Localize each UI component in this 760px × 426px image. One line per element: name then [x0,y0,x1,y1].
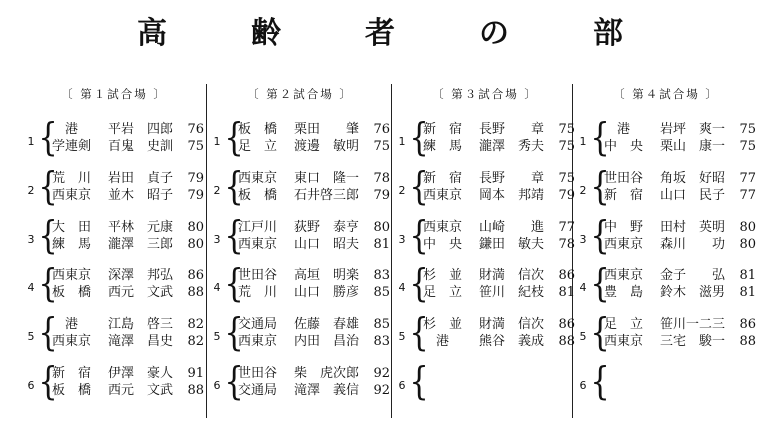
player-prefecture: 足 立 [238,139,278,154]
match-number: 5 [398,330,406,343]
match-number: 6 [213,379,221,392]
match-number: 1 [579,135,587,148]
player-name: 金子 弘 [660,268,726,283]
pairing-brace-icon: { [409,310,429,354]
player-name: 角坂 好昭 [660,171,726,186]
player-name: 岩坪 爽一 [660,122,726,137]
match-entry [397,164,575,215]
player-row [423,170,575,187]
player-age: 79 [187,171,204,186]
player-name: 東口 隆一 [294,171,360,186]
match-players [52,121,204,155]
match-players [423,267,575,301]
match-players [238,170,390,204]
match-entry [578,213,756,264]
player-name: 百鬼 史訓 [108,139,174,154]
player-row [238,316,390,333]
match-entry [26,310,204,361]
player-row [423,219,575,236]
match-entry [26,261,204,312]
player-age: 75 [739,139,756,154]
player-row [52,267,204,284]
player-name: 滝澤 義信 [294,383,360,398]
match-players [52,219,204,253]
pairing-brace-icon: { [590,164,610,208]
player-prefecture: 新 宿 [423,171,463,186]
player-name: 西元 文武 [108,285,174,300]
player-name: 内田 昌治 [294,334,360,349]
player-row [238,170,390,187]
player-name: 鈴木 滋男 [660,285,726,300]
match-players [238,316,390,350]
player-prefecture: 足 立 [423,285,463,300]
player-name: 並木 昭子 [108,188,174,203]
player-row [604,333,756,350]
player-age: 88 [739,334,756,349]
player-age: 77 [739,188,756,203]
player-row [238,382,390,399]
match-players [423,170,575,204]
player-name: 山口 勝彦 [294,285,360,300]
player-name: 岩田 貞子 [108,171,174,186]
player-age: 85 [373,285,390,300]
match-number: 3 [27,233,35,246]
player-age: 80 [373,220,390,235]
player-row [52,138,204,155]
match-number: 6 [398,379,406,392]
player-name: 西元 文武 [108,383,174,398]
player-row [52,284,204,301]
player-name: 三宅 駿一 [660,334,726,349]
pairing-brace-icon: { [224,213,244,257]
player-prefecture: 世田谷 [238,268,278,283]
match-entry [212,359,390,410]
player-age: 77 [558,220,575,235]
pairing-brace-icon: { [409,261,429,305]
match-players [423,219,575,253]
match-number: 5 [27,330,35,343]
player-row [604,284,756,301]
column-divider [391,84,392,418]
match-number: 2 [398,184,406,197]
player-prefecture: 西東京 [604,334,644,349]
match-number: 4 [27,281,35,294]
player-name: 柴 虎次郎 [294,366,360,381]
player-name: 高垣 明楽 [294,268,360,283]
match-number: 3 [579,233,587,246]
match-number: 4 [579,281,587,294]
court-column [212,84,390,403]
player-age: 75 [558,122,575,137]
player-row [52,382,204,399]
player-age: 79 [373,188,390,203]
player-row [52,236,204,253]
player-row [52,365,204,382]
player-prefecture: 練 馬 [423,139,463,154]
player-age: 88 [187,285,204,300]
match-players [604,267,756,301]
pairing-brace-icon: { [224,164,244,208]
player-age: 75 [187,139,204,154]
player-prefecture: 西東京 [604,268,644,283]
player-row [423,187,575,204]
player-age: 75 [739,122,756,137]
player-row [238,236,390,253]
player-name: 長野 章 [479,122,545,137]
player-age: 82 [187,334,204,349]
player-name: 笹川 紀枝 [479,285,545,300]
player-prefecture: 大 田 [52,220,92,235]
player-row [604,121,756,138]
player-name: 深澤 邦弘 [108,268,174,283]
player-name: 荻野 泰亨 [294,220,360,235]
player-prefecture: 板 橋 [52,285,92,300]
pairing-brace-icon: { [224,261,244,305]
player-prefecture: 新 宿 [52,366,92,381]
player-prefecture: 西東京 [423,220,463,235]
match-players [423,121,575,155]
player-age: 92 [373,366,390,381]
player-row [52,187,204,204]
player-row [238,267,390,284]
pairing-brace-icon: { [590,359,610,403]
player-age: 75 [373,139,390,154]
player-row [238,219,390,236]
match-number: 1 [27,135,35,148]
player-prefecture: 西東京 [423,188,463,203]
player-name: 財満 信次 [479,317,545,332]
player-row [52,170,204,187]
player-age: 92 [373,383,390,398]
match-players [52,316,204,350]
match-number: 5 [213,330,221,343]
player-name: 渡邊 敏明 [294,139,360,154]
pairing-brace-icon: { [409,213,429,257]
match-number: 2 [579,184,587,197]
match-number: 4 [213,281,221,294]
court-heading: 〔 第３試合場 〕 [432,87,538,101]
player-row [52,333,204,350]
player-prefecture: 足 立 [604,317,644,332]
player-prefecture: 港 [52,317,79,332]
player-age: 88 [558,334,575,349]
player-age: 80 [187,237,204,252]
player-name: 長野 章 [479,171,545,186]
player-row [423,138,575,155]
player-row [423,316,575,333]
player-row [238,187,390,204]
player-age: 78 [373,171,390,186]
match-players [238,121,390,155]
court-heading: 〔 第４試合場 〕 [613,87,719,101]
player-age: 80 [739,220,756,235]
player-name: 栗田 肇 [294,122,360,137]
pairing-brace-icon: { [38,164,58,208]
pairing-brace-icon: { [38,310,58,354]
player-prefecture: 杉 並 [423,268,463,283]
player-row [52,121,204,138]
player-name: 山崎 進 [479,220,545,235]
pairing-brace-icon: { [409,164,429,208]
player-name: 佐藤 春雄 [294,317,360,332]
match-players [52,267,204,301]
player-prefecture: 板 橋 [238,188,278,203]
pairing-brace-icon: { [38,213,58,257]
player-age: 77 [739,171,756,186]
match-number: 2 [213,184,221,197]
match-number: 3 [398,233,406,246]
player-name: 江島 啓三 [108,317,174,332]
player-age: 91 [187,366,204,381]
player-prefecture: 西東京 [52,334,92,349]
player-prefecture: 西東京 [604,237,644,252]
match-number: 2 [27,184,35,197]
match-entry [212,164,390,215]
player-age: 86 [558,268,575,283]
match-entry [26,115,204,166]
player-name: 石井啓三郎 [294,188,360,203]
player-row [52,219,204,236]
match-entry [212,261,390,312]
player-prefecture: 交通局 [238,317,278,332]
player-prefecture: 中 野 [604,220,644,235]
player-prefecture: 港 [52,122,79,137]
match-entry [397,115,575,166]
match-entry [397,261,575,312]
player-row [423,333,575,350]
match-entry [212,115,390,166]
player-row [604,138,756,155]
player-name: 伊澤 豪人 [108,366,174,381]
player-name: 山口 昭夫 [294,237,360,252]
player-prefecture: 中 央 [423,237,463,252]
match-players [423,316,575,350]
player-name: 滝澤 昌史 [108,334,174,349]
player-prefecture: 杉 並 [423,317,463,332]
player-row [423,121,575,138]
match-players [604,316,756,350]
player-prefecture: 世田谷 [604,171,644,186]
match-number: 4 [398,281,406,294]
player-age: 82 [187,317,204,332]
player-row [604,267,756,284]
player-row [604,236,756,253]
player-name: 栗山 康一 [660,139,726,154]
match-number: 5 [579,330,587,343]
match-entry [578,164,756,215]
player-name: 瀧澤 三郎 [108,237,174,252]
player-age: 86 [739,317,756,332]
player-name: 平岩 四郎 [108,122,174,137]
pairing-brace-icon: { [409,115,429,159]
player-prefecture: 豊 島 [604,285,644,300]
player-prefecture: 西東京 [238,237,278,252]
match-entry [578,115,756,166]
match-entry [578,261,756,312]
player-name: 鎌田 敏夫 [479,237,545,252]
court-column [26,84,204,403]
player-prefecture: 板 橋 [52,383,92,398]
player-age: 79 [558,188,575,203]
player-row [423,267,575,284]
player-name: 田村 英明 [660,220,726,235]
match-players [238,365,390,399]
match-players [52,170,204,204]
match-players [238,267,390,301]
player-prefecture: 中 央 [604,139,644,154]
match-number: 1 [213,135,221,148]
player-prefecture: 板 橋 [238,122,278,137]
player-age: 81 [373,237,390,252]
pairing-brace-icon: { [224,359,244,403]
match-players [604,219,756,253]
player-age: 79 [187,188,204,203]
player-age: 81 [558,285,575,300]
player-prefecture: 西東京 [238,334,278,349]
match-entry [397,213,575,264]
player-prefecture: 港 [423,334,450,349]
player-age: 81 [739,268,756,283]
match-players [604,170,756,204]
player-row [604,219,756,236]
player-name: 岡本 邦靖 [479,188,545,203]
player-prefecture: 交通局 [238,383,278,398]
match-number: 6 [579,379,587,392]
court-heading: 〔 第１試合場 〕 [61,87,167,101]
player-age: 85 [373,317,390,332]
player-row [238,333,390,350]
player-age: 83 [373,268,390,283]
player-prefecture: 新 宿 [423,122,463,137]
match-entry [397,359,573,410]
player-row [604,316,756,333]
player-name: 森川 功 [660,237,726,252]
pairing-brace-icon: { [590,115,610,159]
player-prefecture: 西東京 [52,188,92,203]
pairing-brace-icon: { [38,261,58,305]
player-prefecture: 学連剣 [52,139,92,154]
match-players [604,121,756,155]
player-age: 80 [187,220,204,235]
player-age: 86 [558,317,575,332]
pairing-brace-icon: { [590,310,610,354]
player-prefecture: 江戸川 [238,220,278,235]
player-row [238,138,390,155]
player-row [423,236,575,253]
pairing-brace-icon: { [38,359,58,403]
court-heading: 〔 第２試合場 〕 [247,87,353,101]
player-prefecture: 練 馬 [52,237,92,252]
match-entry [26,359,204,410]
player-prefecture: 西東京 [52,268,92,283]
pairing-brace-icon: { [224,115,244,159]
match-entry [26,213,204,264]
pairing-brace-icon: { [590,261,610,305]
match-entry [212,310,390,361]
match-entry [578,310,756,361]
player-name: 笹川一二三 [660,317,726,332]
player-prefecture: 新 宿 [604,188,644,203]
player-age: 80 [739,237,756,252]
pairing-brace-icon: { [224,310,244,354]
player-age: 86 [187,268,204,283]
player-prefecture: 荒 川 [238,285,278,300]
pairing-brace-icon: { [409,359,429,403]
player-prefecture: 港 [604,122,631,137]
player-age: 76 [187,122,204,137]
player-age: 75 [558,171,575,186]
player-age: 88 [187,383,204,398]
player-name: 熊谷 義成 [479,334,545,349]
player-prefecture: 世田谷 [238,366,278,381]
player-row [238,284,390,301]
player-row [238,121,390,138]
match-entry [212,213,390,264]
match-entry [26,164,204,215]
match-number: 1 [398,135,406,148]
player-name: 瀧澤 秀夫 [479,139,545,154]
page-title: 高 齢 者 の 部 [137,16,650,51]
player-row [238,365,390,382]
pairing-brace-icon: { [38,115,58,159]
player-prefecture: 西東京 [238,171,278,186]
player-row [604,187,756,204]
player-age: 78 [558,237,575,252]
pairing-brace-icon: { [590,213,610,257]
player-row [423,284,575,301]
match-players [238,219,390,253]
match-number: 6 [27,379,35,392]
player-name: 山口 民子 [660,188,726,203]
court-column [397,84,575,403]
match-number: 3 [213,233,221,246]
match-entry [578,359,754,410]
player-name: 平林 元康 [108,220,174,235]
match-players [52,365,204,399]
player-row [52,316,204,333]
player-age: 81 [739,285,756,300]
player-age: 75 [558,139,575,154]
player-name: 財満 信次 [479,268,545,283]
court-column [578,84,756,403]
player-prefecture: 荒 川 [52,171,92,186]
column-divider [206,84,207,418]
player-age: 76 [373,122,390,137]
match-entry [397,310,575,361]
player-row [604,170,756,187]
player-age: 83 [373,334,390,349]
